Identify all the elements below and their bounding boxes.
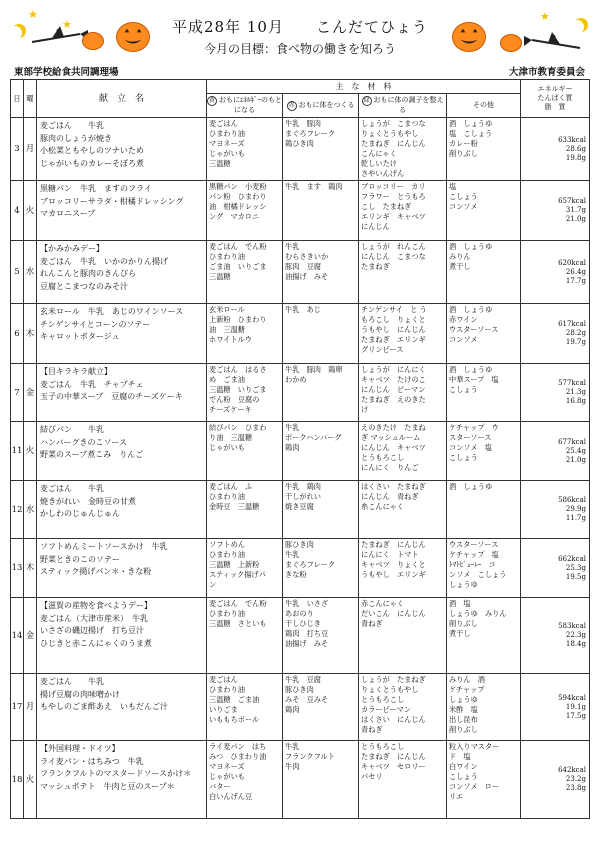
red-group-label: おもに体をつくる (298, 100, 355, 109)
nutrition-cell: 617kcal 28.2g 19.7g (521, 304, 590, 364)
red-ingredients-cell: 牛乳 ます 鶏肉 (283, 181, 359, 241)
dish-item: キャロットポタージュ (40, 332, 120, 341)
red-ingredients-cell: 牛乳 むらさきいか 豚肉 豆腐 油揚げ みそ (283, 241, 359, 304)
day-cell: 18 (11, 741, 24, 819)
dish-item: マッシュポテト 牛肉と豆のスープ＊ (40, 781, 175, 791)
day-cell: 6 (11, 304, 24, 364)
col-menu: 献 立 名 (37, 80, 207, 118)
yellow-ingredients-cell: 麦ごはん でん粉 ひまわり油 三温糖 さといも (207, 598, 283, 674)
other-ingredients-cell: ウスターソース ケチャップ 塩 ﾄﾏﾄﾋﾟｭｰﾚｰ コ ンソメ こしょう しょうゆ (447, 539, 521, 598)
menu-cell (37, 481, 207, 539)
moon-icon (570, 20, 584, 34)
day-cell: 7 (11, 364, 24, 422)
menu-cell (37, 304, 207, 364)
yellow-ingredients-cell: ライ麦パン はち みつ ひまわり油 マヨネーズ じゃがいも バター 白いんげん豆 (207, 741, 283, 819)
dish-item: 麦ごはん 牛乳 (40, 121, 104, 130)
table-row (11, 364, 590, 422)
dish-item: ひじきと赤こんにゃくのうま煮 (40, 638, 152, 648)
green-ingredients-cell: しょうが れんこん にんじん こまつな たまねぎ (359, 241, 447, 304)
yellow-ingredients-cell: 麦ごはん でん粉 ひまわり油 ごま油 いりごま 三温糖 (207, 241, 283, 304)
table-row (11, 481, 590, 539)
yellow-ingredients-cell: 黒糖パン 小麦粉 パン粉 ひまわり 油 柑橘ドレッシ ング マカロニ (207, 181, 283, 241)
dish-item: いさざの磯辺揚げ 打ち豆汁 (40, 626, 144, 635)
menu-cell (37, 241, 207, 304)
menu-cell (37, 181, 207, 241)
other-ingredients-cell: ケチャップ ウ スターソース コンソメ 塩 こしょう (447, 422, 521, 481)
day-cell: 4 (11, 181, 24, 241)
dish-item: 小松菜ともやしのツナいため (40, 146, 144, 155)
table-row (11, 598, 590, 674)
day-cell: 14 (11, 598, 24, 674)
moon-icon (8, 26, 22, 40)
green-ingredients-cell: 赤こんにゃく だいこん にんじん 青ねぎ (359, 598, 447, 674)
nutrition-cell: 620kcal 26.4g 17.7g (521, 241, 590, 304)
red-ingredients-cell: 牛乳 あじ (283, 304, 359, 364)
pumpkin-icon (82, 32, 104, 50)
green-ingredients-cell: とうもろこし たまねぎ にんじん キャベツ セロリー パセリ (359, 741, 447, 819)
day-cell: 12 (11, 481, 24, 539)
pumpkin-icon (500, 34, 522, 52)
jack-o-lantern-icon (116, 22, 150, 52)
menu-cell (37, 598, 207, 674)
dish-item: ライ麦パン・はちみつ 牛乳 (40, 756, 144, 766)
dish-item: れんこんと豚肉のきんぴら (40, 269, 136, 278)
red-ingredients-cell: 牛乳 ポークハンバーグ 鶏肉 (283, 422, 359, 481)
day-cell: 3 (11, 118, 24, 181)
nutrition-cell: 677kcal 25.4g 21.0g (521, 422, 590, 481)
dish-item: マカロニスープ (40, 209, 96, 218)
star-icon: ★ (62, 18, 72, 31)
other-ingredients-cell: 酒 しょうゆ (447, 481, 521, 539)
yellow-ingredients-cell: 麦ごはん ふ ひまわり油 金時豆 三温糖 (207, 481, 283, 539)
table-row (11, 674, 590, 741)
menu-cell (37, 674, 207, 741)
other-ingredients-cell: 酒 しょうゆ 中華スープ 塩 こしょう (447, 364, 521, 422)
table-row (11, 304, 590, 364)
board-name: 大津市教育委員会 (508, 67, 585, 78)
dish-item: 豚肉のしょうが焼き (40, 133, 112, 143)
green-ingredients-cell: はくさい たまねぎ にんじん 青ねぎ 糸こんにゃく (359, 481, 447, 539)
weekday-cell: 木 (24, 304, 37, 364)
day-cell: 17 (11, 674, 24, 741)
dish-item: ハンバーグきのこソース (40, 437, 128, 447)
col-nutrition (521, 80, 590, 118)
weekday-cell: 木 (24, 539, 37, 598)
table-row (11, 741, 590, 819)
col-green (359, 94, 447, 118)
dish-item: かしわのじゅんじゅん (40, 509, 120, 518)
dish-item: ブロッコリーサラダ・柑橘ドレッシング (40, 196, 184, 206)
menu-cell (37, 539, 207, 598)
yellow-ingredients-cell: 麦ごはん はるさ め ごま油 三温糖 いりごま でん粉 豆腐の チーズケーキ (207, 364, 283, 422)
day-cell: 13 (11, 539, 24, 598)
nutrition-cell: 633kcal 28.6g 19.8g (521, 118, 590, 181)
table-row (11, 422, 590, 481)
col-other: その他 (447, 94, 521, 118)
other-ingredients-cell: 酒 塩 しょうゆ みりん 削りぶし 煮干し (447, 598, 521, 674)
green-ingredients-cell: たまねぎ にんじん にんにく トマト キャベツ りょくと うもやし エリンギ (359, 539, 447, 598)
dish-item: 麦ごはん 牛乳 チャプチェ (40, 379, 144, 389)
other-ingredients-cell: 粒入りマスター ド 塩 白ワイン こしょう コンソメ ロー リエ (447, 741, 521, 819)
dish-item: 麦ごはん（大津市産米） 牛乳 (40, 613, 148, 623)
page-title: 平成28年 10月 こんだてひょう (172, 18, 428, 36)
school-name: 東部学校給食共同調理場 (14, 67, 119, 78)
day-cell: 5 (11, 241, 24, 304)
nutrition-cell: 657kcal 31.7g 21.0g (521, 181, 590, 241)
red-ingredients-cell: 牛乳 いさざ あおのり 干しひじき 鶏肉 打ち豆 油揚げ みそ (283, 598, 359, 674)
nutrition-cell: 594kcal 19.1g 17.5g (521, 674, 590, 741)
dish-item: もやしのごま酢あえ いもだんご汁 (40, 702, 168, 711)
dish-item: 黒糖パン 牛乳 ますのフライ (40, 184, 152, 193)
dish-item: 麦ごはん 牛乳 (40, 677, 104, 686)
dish-item: 【外国料理・ドイツ】 (40, 744, 120, 753)
green-ingredients-cell: しょうが こまつな りょくとうもやし たまねぎ にんじん こんにゃく 乾しいたけ さやいんげん (359, 118, 447, 181)
dish-item: じゃがいものカレーそぼろ煮 (40, 158, 144, 168)
weekday-cell: 金 (24, 598, 37, 674)
yellow-ingredients-cell: 結びパン ひまわ り油 三温糖 じゃがいも (207, 422, 283, 481)
menu-cell (37, 364, 207, 422)
red-group-mark: 赤 (288, 101, 295, 109)
star-icon: ★ (28, 8, 38, 21)
green-group-label: おもに体の調子を整える (373, 96, 444, 114)
weekday-cell: 火 (24, 422, 37, 481)
dish-item: 玉子の中華スープ 豆腐のチーズケーキ (40, 392, 183, 401)
menu-cell (37, 741, 207, 819)
col-yellow (207, 94, 283, 118)
nutrition-cell: 583kcal 22.3g 18.4g (521, 598, 590, 674)
col-dow: 曜 (24, 80, 37, 118)
weekday-cell: 火 (24, 741, 37, 819)
nutrition-header-label: エネルギー たんぱく質 脂 質 (537, 85, 573, 111)
weekday-cell: 月 (24, 674, 37, 741)
star-icon: ★ (540, 10, 550, 23)
nutrition-cell: 642kcal 23.2g 23.8g (521, 741, 590, 819)
dish-item: 【滋賀の産物を食べようデー】 (40, 601, 152, 610)
other-ingredients-cell: 酒 しょうゆ 塩 こしょう カレー粉 削りぶし (447, 118, 521, 181)
dish-item: 豆腐とこまつなのみそ汁 (40, 281, 128, 291)
col-main-ingredients: 主 な 材 料 (207, 80, 521, 94)
green-ingredients-cell: えのきたけ たまね ぎ マッシュルーム にんじん キャベツ とうもろこし にんにく りんご (359, 422, 447, 481)
menu-cell (37, 422, 207, 481)
nutrition-cell: 662kcal 25.3g 19.5g (521, 539, 590, 598)
dish-item: 結びパン 牛乳 (40, 425, 104, 434)
weekday-cell: 月 (24, 118, 37, 181)
dish-item: 麦ごはん 牛乳 (40, 484, 104, 493)
green-ingredients-cell: チンゲンサイ と う もろこし りょくと うもやし にんじん たまねぎ エリンギ グリンピース (359, 304, 447, 364)
menu-table (10, 79, 590, 819)
green-ingredients-cell: ブロッコリー カリ フラワー とうもろ こし たまねぎ エリンギ キャベツ にんじん (359, 181, 447, 241)
other-ingredients-cell: 塩 こしょう コンソメ (447, 181, 521, 241)
dish-item: 揚げ豆腐の肉味噌かけ (40, 689, 120, 699)
page-header (0, 0, 599, 78)
dish-item: 焼きがれい 金時豆の甘煮 (40, 496, 136, 506)
green-group-mark: 緑 (363, 97, 370, 104)
weekday-cell: 金 (24, 364, 37, 422)
other-ingredients-cell: みりん 酒 ケチャップ しょうゆ 米酢 塩 出し昆布 削りぶし (447, 674, 521, 741)
weekday-cell: 水 (24, 241, 37, 304)
nutrition-cell: 577kcal 21.3g 16.8g (521, 364, 590, 422)
red-ingredients-cell: 牛乳 豆腐 豚ひき肉 みそ 豆みそ 鶏肉 (283, 674, 359, 741)
jack-o-lantern-icon (452, 22, 486, 52)
yellow-group-label: おもにｴﾈﾙｷﾞｰのもとになる (219, 96, 282, 114)
dish-item: フランクフルトのマスタードソースかけ＊ (40, 769, 192, 778)
dish-item: 玄米ロール 牛乳 あじのワインソース (40, 307, 184, 316)
yellow-ingredients-cell: 麦ごはん ひまわり油 三温糖 ごま油 いりごま いももちボール (207, 674, 283, 741)
yellow-ingredients-cell: 麦ごはん ひまわり油 マヨネーズ じゃがいも 三温糖 (207, 118, 283, 181)
dish-item: 【かみかみデー】 (40, 244, 104, 253)
witch-icon (30, 22, 90, 48)
other-ingredients-cell: 酒 しょうゆ みりん 煮干し (447, 241, 521, 304)
dish-item: 麦ごはん 牛乳 いかのかりん揚げ (40, 256, 168, 266)
table-row (11, 118, 590, 181)
dish-item: チンゲンサイとコーンのソテー (40, 319, 151, 329)
dish-item: スティック揚げパン＊・きな粉 (40, 567, 152, 576)
other-ingredients-cell: 酒 しょうゆ 赤ワイン ウスターソース コンソメ (447, 304, 521, 364)
nutrition-cell: 586kcal 29.9g 11.7g (521, 481, 590, 539)
dish-item: 野菜のスープ煮こみ りんご (40, 450, 144, 459)
col-day: 日 (11, 80, 24, 118)
dish-item: 【目キラキラ献立】 (40, 367, 112, 376)
red-ingredients-cell: 牛乳 鶏肉 干しがれい 焼き豆腐 (283, 481, 359, 539)
weekday-cell: 火 (24, 181, 37, 241)
red-ingredients-cell: 牛乳 豚肉 まぐろフレーク 鶏ひき肉 (283, 118, 359, 181)
dish-item: ソフトめんミートソースかけ 牛乳 (40, 542, 168, 551)
yellow-ingredients-cell: 玄米ロール 上新粉 ひまわり 油 三温糖 ホワイトルウ (207, 304, 283, 364)
table-row (11, 241, 590, 304)
green-ingredients-cell: しょうが にんにく キャベツ たけのこ にんじん ピーマン たまねぎ えのきた け (359, 364, 447, 422)
table-row (11, 539, 590, 598)
table-row (11, 181, 590, 241)
red-ingredients-cell: 牛乳 フランクフルト 牛肉 (283, 741, 359, 819)
weekday-cell: 水 (24, 481, 37, 539)
yellow-ingredients-cell: ソフトめん ひまわり油 三温糖 上新粉 スティック揚げパ ン (207, 539, 283, 598)
red-ingredients-cell: 牛乳 豚肉 鶏卵 わかめ (283, 364, 359, 422)
col-red (283, 94, 359, 118)
day-cell: 11 (11, 422, 24, 481)
red-ingredients-cell: 豚ひき肉 牛乳 まぐろフレーク きな粉 (283, 539, 359, 598)
yellow-group-mark: 黄 (208, 97, 215, 104)
dish-item: 野菜ときのこのソテー (40, 554, 120, 564)
menu-cell (37, 118, 207, 181)
green-ingredients-cell: しょうが たまねぎ りょくとうもやし とうもろこし カラーピーマン はくさい にんじん 青ねぎ (359, 674, 447, 741)
monthly-goal: 今月の目標：食べ物の働きを知ろう (203, 42, 396, 56)
